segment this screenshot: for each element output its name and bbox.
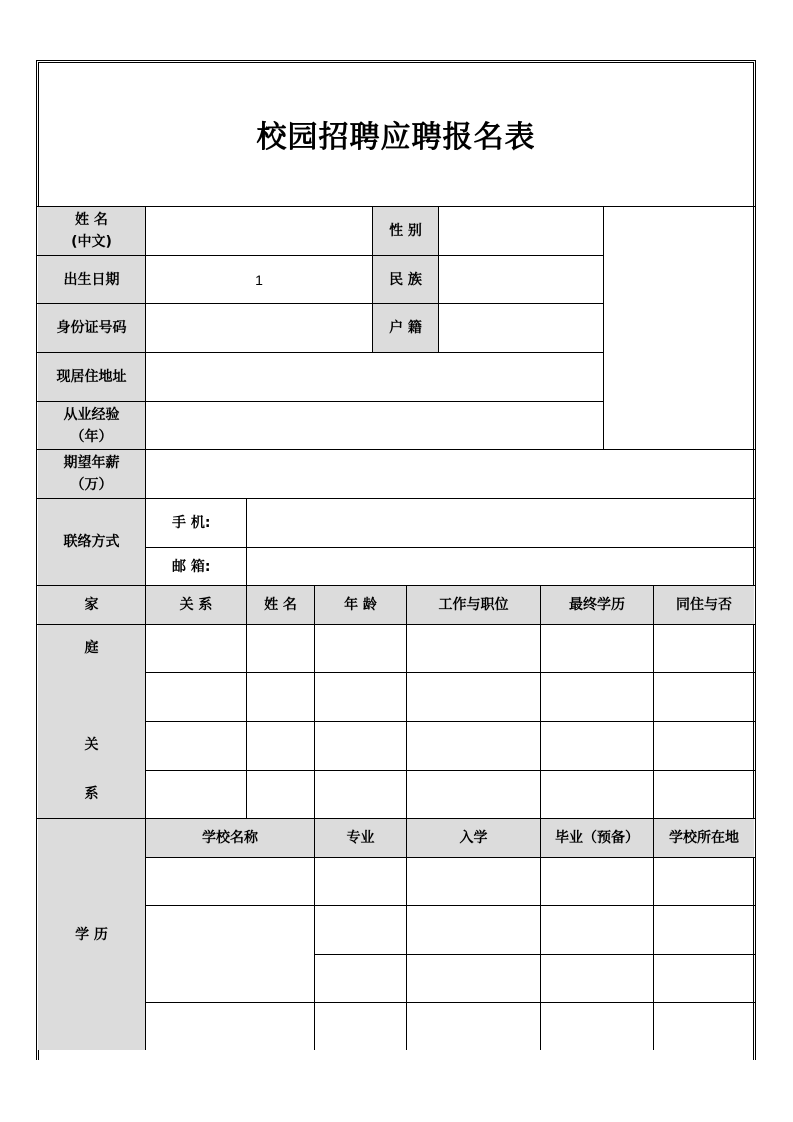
education-header-school: 学校名称 bbox=[202, 830, 258, 846]
phone-field[interactable] bbox=[247, 499, 754, 547]
gender-label: 性 别 bbox=[389, 223, 422, 239]
email-field[interactable] bbox=[247, 548, 754, 585]
family-side-char: 家 bbox=[84, 597, 99, 613]
education-label: 学 历 bbox=[75, 926, 108, 943]
form-title: 校园招聘应聘报名表 bbox=[256, 120, 536, 155]
birth-field[interactable]: 1 bbox=[255, 271, 263, 288]
education-header-graduate: 毕业（预备） bbox=[555, 830, 639, 846]
table-row[interactable] bbox=[146, 906, 754, 1002]
name-field[interactable] bbox=[146, 207, 372, 255]
hukou-label: 户 籍 bbox=[389, 320, 422, 336]
education-header-location: 学校所在地 bbox=[669, 830, 739, 846]
phone-label: 手 机: bbox=[172, 515, 211, 531]
experience-field[interactable] bbox=[146, 402, 603, 449]
name-label: 姓 名 (中文) bbox=[71, 212, 112, 250]
address-field[interactable] bbox=[146, 353, 603, 401]
salary-label: 期望年薪 （万） bbox=[63, 455, 120, 493]
education-header-enroll: 入学 bbox=[459, 830, 488, 846]
table-row[interactable] bbox=[146, 722, 754, 770]
id-number-label: 身份证号码 bbox=[56, 320, 127, 336]
family-header-name: 姓 名 bbox=[264, 597, 297, 613]
ethnicity-field[interactable] bbox=[439, 256, 603, 303]
education-header-major: 专业 bbox=[346, 830, 375, 846]
gender-field[interactable] bbox=[439, 207, 603, 255]
contact-label: 联络方式 bbox=[63, 534, 120, 550]
table-row[interactable] bbox=[146, 673, 754, 721]
family-header-job: 工作与职位 bbox=[438, 597, 509, 613]
family-header-relation: 关 系 bbox=[179, 597, 213, 613]
table-row[interactable] bbox=[146, 771, 754, 818]
table-row[interactable] bbox=[146, 858, 754, 905]
table-row[interactable] bbox=[146, 625, 754, 672]
id-number-field[interactable] bbox=[146, 304, 372, 352]
email-label: 邮 箱: bbox=[172, 558, 211, 575]
family-header-cohabit: 同住与否 bbox=[676, 597, 732, 613]
family-header-age: 年 龄 bbox=[344, 597, 377, 613]
salary-field[interactable] bbox=[146, 450, 754, 498]
address-label: 现居住地址 bbox=[56, 369, 127, 385]
family-side-char: 系 bbox=[84, 786, 99, 802]
table-row[interactable] bbox=[146, 1003, 754, 1050]
family-header-education: 最终学历 bbox=[569, 597, 625, 613]
hukou-field[interactable] bbox=[439, 304, 603, 352]
family-side-char: 关 bbox=[84, 737, 99, 753]
experience-label: 从业经验 （年） bbox=[63, 406, 120, 445]
family-side-char: 庭 bbox=[84, 640, 99, 656]
birth-label: 出生日期 bbox=[63, 271, 120, 288]
ethnicity-label: 民 族 bbox=[389, 271, 422, 288]
photo-area[interactable] bbox=[604, 207, 754, 449]
